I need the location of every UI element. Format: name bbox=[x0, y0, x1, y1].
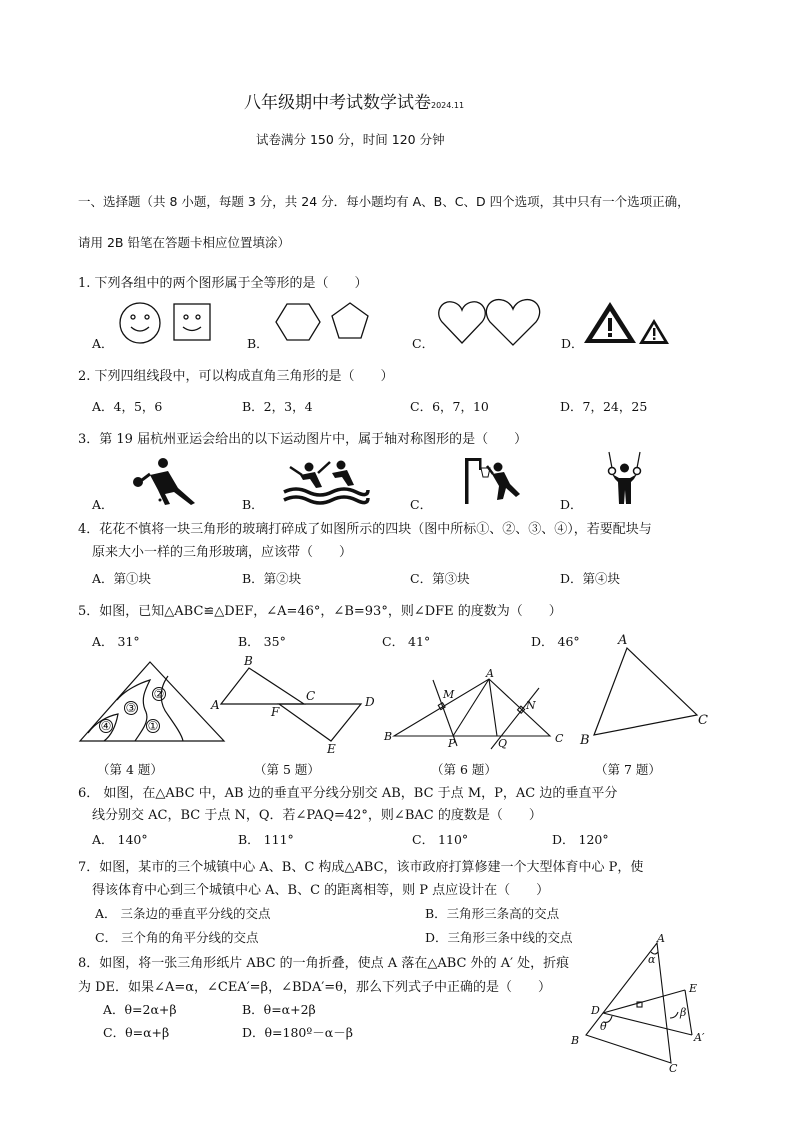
section-instruction-1: 一、选择题（共 8 小题，每题 3 分，共 24 分．每小题均有 A、B、C、D 四个选项，其中只有一个选项正确， bbox=[78, 194, 690, 209]
fig5-label-f: F bbox=[271, 705, 280, 719]
fig5-label-a: A bbox=[211, 698, 220, 712]
fig6-label-m: M bbox=[443, 688, 455, 701]
fig4-label-2: ② bbox=[153, 687, 165, 701]
q6-option-a: A． 140° bbox=[92, 832, 148, 847]
fig8-label-a-prime: A′ bbox=[694, 1031, 705, 1044]
q7-stem-2: 得该体育中心到三个城镇中心 A、B、C 的距离相等，则 P 点应设计在（ ） bbox=[92, 883, 550, 898]
hexagon-icon bbox=[276, 304, 320, 340]
q3-stem: 3．第 19 届杭州亚运会给出的以下运动图片中，属于轴对称图形的是（ ） bbox=[78, 432, 528, 447]
smiley-face-icon bbox=[120, 303, 160, 343]
q5-option-a: A． 31° bbox=[92, 634, 140, 649]
q8-stem-1: 8．如图，将一张三角形纸片 ABC 的一角折叠，使点 A 落在△ABC 外的 A′ 处，折痕 bbox=[78, 956, 570, 971]
q5-option-c: C． 41° bbox=[382, 634, 431, 649]
figure-7-labels bbox=[579, 633, 708, 748]
section-instruction-2: 请用 2B 铅笔在答题卡相应位置填涂） bbox=[78, 235, 290, 250]
exam-subtitle: 试卷满分 150 分，时间 120 分钟 bbox=[256, 132, 445, 147]
q7-option-d: D．三角形三条中线的交点 bbox=[425, 930, 573, 945]
q3-option-c: C． bbox=[410, 497, 433, 512]
fig7-label-c: C bbox=[698, 713, 708, 728]
fig7-label-a: A bbox=[618, 633, 628, 648]
fig8-label-beta: β bbox=[680, 1006, 687, 1019]
fig5-label-e: E bbox=[327, 742, 336, 756]
basketball-icon bbox=[465, 458, 520, 504]
title-text: 八年级期中考试数学试卷 bbox=[244, 93, 431, 113]
q8-option-d: D．θ=180º－α－β bbox=[242, 1025, 353, 1040]
fig6-label-b: B bbox=[384, 730, 393, 743]
warning-icon bbox=[584, 302, 636, 343]
q8-option-b: B．θ=α+2β bbox=[242, 1002, 316, 1017]
q5-option-d: D． 46° bbox=[531, 634, 580, 649]
q4-stem-1: 4．花花不慎将一块三角形的玻璃打碎成了如图所示的四块（图中所标①、②、③、④），若要配块与 bbox=[78, 522, 652, 537]
exam-date: 2024.11 bbox=[431, 101, 465, 110]
q7-option-c: C． 三个角的角平分线的交点 bbox=[95, 930, 259, 945]
figure-5-labels bbox=[210, 654, 375, 756]
q6-stem-2: 线分别交 AC，BC 于点 N，Q．若∠PAQ=42°，则∠BAC 的度数是（ ） bbox=[92, 808, 542, 823]
q4-option-c: C．第③块 bbox=[410, 571, 470, 586]
q7-stem-1: 7．如图，某市的三个城镇中心 A、B、C 构成△ABC，该市政府打算修建一个大型体育中心 P，使 bbox=[78, 860, 644, 875]
q1-option-d: D． bbox=[561, 336, 584, 351]
q8-stem-2: 为 DE．如果∠A=α，∠CEA′=β，∠BDA′=θ，那么下列式子中正确的是（ ） bbox=[78, 980, 552, 995]
fig6-label-n: N bbox=[526, 699, 536, 712]
q3-option-a: A． bbox=[92, 497, 114, 512]
caption-q4: （第 4 题） bbox=[97, 762, 163, 777]
caption-q5: （第 5 题） bbox=[254, 762, 320, 777]
fig6-label-a: A bbox=[486, 667, 494, 680]
fig8-label-b: B bbox=[571, 1034, 580, 1047]
square-face-icon bbox=[174, 304, 210, 340]
gymnastics-rings-icon bbox=[609, 452, 641, 504]
warning-icon bbox=[639, 319, 669, 344]
table-tennis-icon bbox=[133, 458, 195, 505]
synchronized-swimming-icon bbox=[284, 461, 368, 504]
q2-option-d: D．7，24，25 bbox=[560, 399, 648, 414]
q1-option-a: A． bbox=[92, 336, 114, 351]
q1-stem: 1. 下列各组中的两个图形属于全等形的是（ ） bbox=[78, 276, 368, 291]
heart-icon bbox=[439, 302, 486, 343]
q4-stem-2: 原来大小一样的三角形玻璃，应该带（ ） bbox=[92, 545, 353, 560]
figure-8-folded-triangle bbox=[586, 943, 692, 1063]
fig8-label-theta: θ bbox=[600, 1020, 607, 1033]
q1-option-c: C． bbox=[412, 336, 435, 351]
q8-option-c: C．θ=α+β bbox=[103, 1025, 170, 1040]
figure-4-labels bbox=[100, 687, 166, 733]
fig4-label-3: ③ bbox=[125, 701, 137, 715]
q2-stem: 2. 下列四组线段中，可以构成直角三角形的是（ ） bbox=[78, 369, 394, 384]
q8-option-a: A．θ=2α+β bbox=[103, 1002, 177, 1017]
q4-option-d: D．第④块 bbox=[560, 571, 621, 586]
fig5-label-c: C bbox=[306, 689, 316, 703]
caption-q7: （第 7 题） bbox=[595, 762, 661, 777]
figure-5-congruent-triangles bbox=[221, 668, 361, 741]
fig8-label-c: C bbox=[669, 1062, 678, 1075]
fig5-label-b: B bbox=[244, 654, 253, 668]
q3-option-b: B． bbox=[242, 497, 264, 512]
q6-option-c: C． 110° bbox=[412, 832, 469, 847]
q5-stem: 5．如图，已知△ABC≌△DEF，∠A=46°，∠B=93°，则∠DFE 的度数为（ ） bbox=[78, 604, 562, 619]
caption-q6: （第 6 题） bbox=[431, 762, 497, 777]
q3-option-d: D． bbox=[560, 497, 583, 512]
fig8-label-a: A bbox=[657, 932, 665, 945]
figure-7-triangle bbox=[594, 648, 697, 735]
fig6-label-c: C bbox=[555, 732, 564, 745]
q6-option-b: B． 111° bbox=[238, 832, 294, 847]
q5-option-b: B． 35° bbox=[238, 634, 286, 649]
fig8-label-e: E bbox=[689, 982, 698, 995]
q4-option-b: B．第②块 bbox=[242, 571, 302, 586]
q7-option-b: B．三角形三条高的交点 bbox=[425, 906, 560, 921]
fig4-label-4: ④ bbox=[100, 719, 112, 733]
q6-option-d: D． 120° bbox=[552, 832, 609, 847]
q4-option-a: A．第①块 bbox=[92, 571, 152, 586]
fig5-label-d: D bbox=[365, 695, 375, 709]
fig4-label-1: ① bbox=[147, 719, 159, 733]
q2-option-a: A．4，5，6 bbox=[92, 399, 163, 414]
fig8-label-d: D bbox=[591, 1004, 600, 1017]
pentagon-icon bbox=[332, 303, 368, 338]
fig8-label-alpha: α bbox=[648, 953, 656, 966]
q2-option-b: B．2，3，4 bbox=[242, 399, 313, 414]
q6-stem-1: 6． 如图，在△ABC 中，AB 边的垂直平分线分别交 AB，BC 于点 M，P，AC 边的垂直平分 bbox=[78, 786, 618, 801]
fig6-label-p: P bbox=[448, 737, 456, 750]
figure-6-labels bbox=[383, 667, 564, 750]
fig7-label-b: B bbox=[580, 733, 590, 748]
q1-option-b: B． bbox=[247, 336, 269, 351]
q7-option-a: A． 三条边的垂直平分线的交点 bbox=[95, 906, 271, 921]
figure-6-triangle-bisectors bbox=[394, 679, 550, 749]
q2-option-c: C．6，7，10 bbox=[410, 399, 489, 414]
fig6-label-q: Q bbox=[498, 737, 508, 750]
heart-icon bbox=[486, 300, 539, 345]
